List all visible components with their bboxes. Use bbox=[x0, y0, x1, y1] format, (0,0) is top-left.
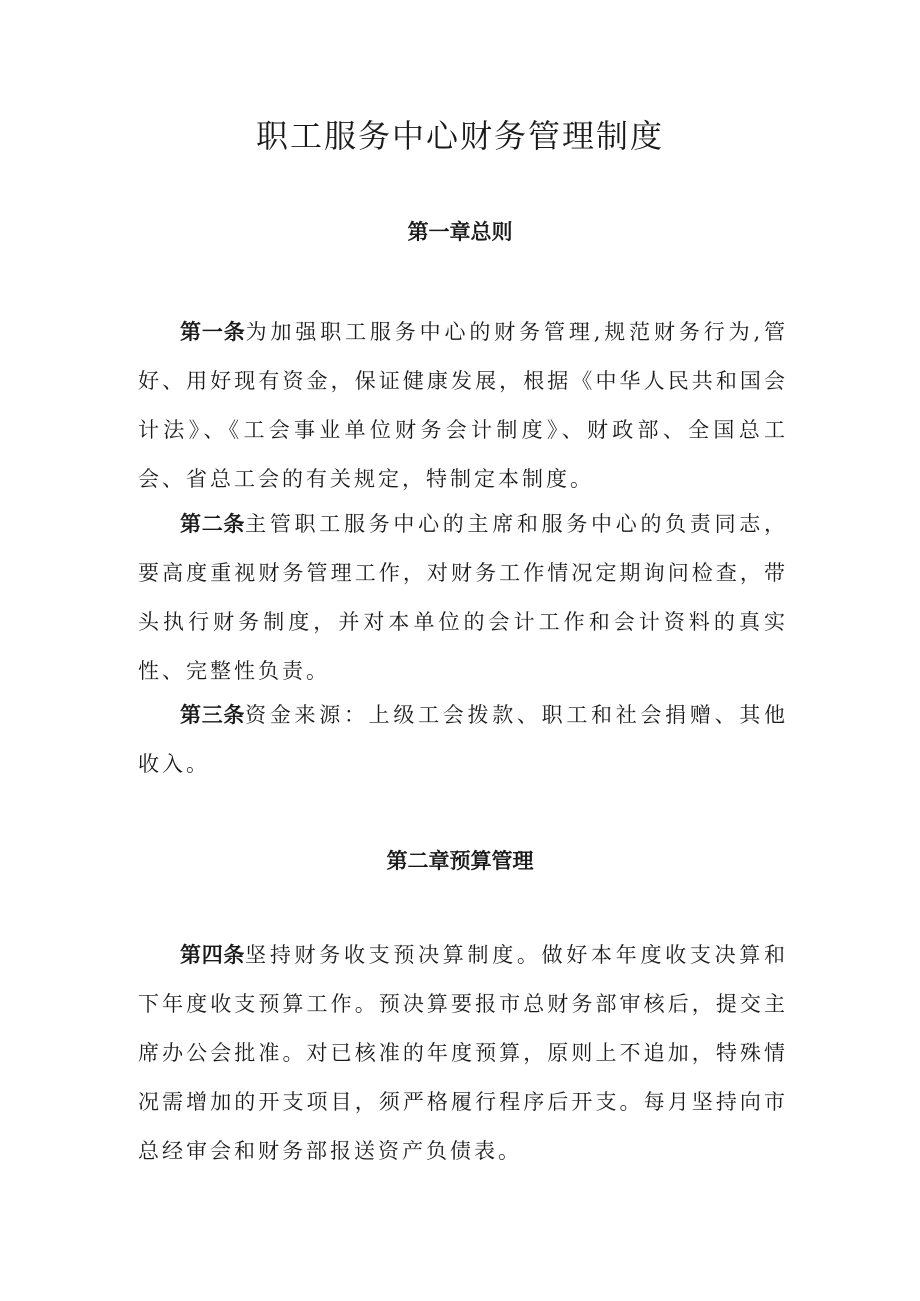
article-label: 第三条 bbox=[180, 703, 246, 727]
article-text: 主管职工服务中心的主席和服务中心的负责同志，要高度重视财务管理工作，对财务工作情况定期询问检查，带头执行财务制度，并对本单位的会计工作和会计资料的真实性、完整性负责。 bbox=[138, 512, 788, 683]
chapter-heading: 第二章预算管理 bbox=[386, 849, 534, 873]
article-paragraph bbox=[138, 931, 788, 1176]
article-paragraph bbox=[138, 691, 788, 789]
article-label: 第二条 bbox=[180, 512, 246, 536]
article-paragraph bbox=[138, 308, 788, 504]
article-text: 为加强职工服务中心的财务管理,规范财务行为,管好、用好现有资金，保证健康发展，根据《中华人民共和国会计法》、《工会事业单位财务会计制度》、财政部、全国总工会、省总工会的有关规定，特制定本制度。 bbox=[138, 320, 789, 491]
chapter-heading: 第一章总则 bbox=[407, 220, 513, 244]
article-text: 资金来源：上级工会拨款、职工和社会捐赠、其他收入。 bbox=[138, 703, 788, 776]
article-paragraph bbox=[138, 500, 788, 696]
article-label: 第四条 bbox=[180, 943, 246, 967]
article-label: 第一条 bbox=[180, 320, 246, 344]
document-title: 职工服务中心财务管理制度 bbox=[255, 117, 664, 155]
article-text: 坚持财务收支预决算制度。做好本年度收支决算和下年度收支预算工作。预决算要报市总财务部审核后，提交主席办公会批准。对已核准的年度预算，原则上不追加，特殊情况需增加的开支项目，须严格履行程序后开支。每月坚持向市总经审会和财务部报送资产负债表。 bbox=[138, 943, 788, 1163]
